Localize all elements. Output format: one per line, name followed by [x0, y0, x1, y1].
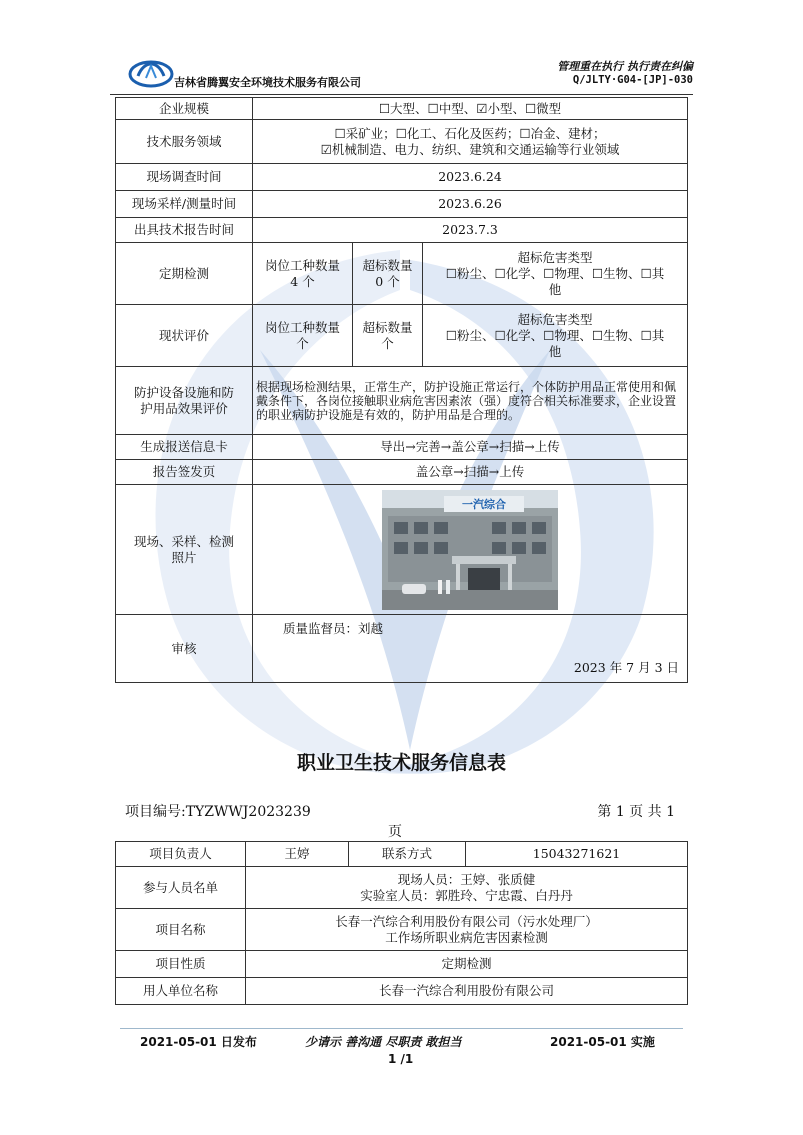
enterprise-scale-label: 企业规模: [116, 98, 253, 120]
service-field-value: [253, 120, 688, 164]
periodic-label: 定期检测: [116, 243, 253, 305]
review-date: 2023 年 7 月 3 日: [573, 660, 679, 675]
report-info-table: [115, 97, 688, 683]
periodic-posts: [253, 243, 353, 305]
survey-time-label: 现场调查时间: [116, 164, 253, 191]
report-time-label: 出具技术报告时间: [116, 218, 253, 243]
page-count-b: 页: [388, 824, 402, 840]
company-logo-icon: [128, 54, 174, 88]
current-exceed-value: 个: [381, 335, 394, 351]
service-field-line1: ☐采矿业；☐化工、石化及医药；☐冶金、建材；: [334, 125, 606, 141]
leader-label: 项目负责人: [116, 842, 246, 867]
employer-value: 长春一汽综合利用股份有限公司: [246, 978, 688, 1005]
project-name-label: 项目名称: [116, 909, 246, 951]
members-value: [246, 867, 688, 909]
periodic-exceed: [353, 243, 423, 305]
current-exceed: [353, 305, 423, 367]
project-number: 项目编号:TYZWWJ2023239: [125, 804, 311, 820]
periodic-exceed-value: 0 个: [375, 273, 400, 289]
protection-text: 根据现场检测结果，正常生产，防护设施正常运行，个体防护用品正常使用和佩戴条件下，各岗位接触职业病危害因素浓（强）度符合相关标准要求，企业设置的职业病防护设施是有效的，防护用品是合理的。: [253, 367, 688, 435]
sampling-time-label: 现场采样/测量时间: [116, 191, 253, 218]
form-title: 职业卫生技术服务信息表: [296, 752, 506, 774]
photo-sign-text: 一汽综合: [462, 497, 506, 511]
supervisor-text: 质量监督员：刘越: [283, 621, 384, 636]
periodic-exceed-label: 超标数量: [362, 257, 413, 273]
current-hazard: [423, 305, 688, 367]
periodic-hazard-line2: 他: [548, 281, 562, 297]
protection-label-line1: 防护设备设施和防: [133, 384, 234, 400]
project-name-line1: 长春一汽综合利用股份有限公司（污水处理厂）: [335, 913, 598, 929]
sampling-time-value: 2023.6.26: [253, 191, 688, 218]
site-photo: [382, 490, 558, 610]
leader-value: 王婷: [246, 842, 349, 867]
page-count-a: 第 1 页 共 1: [597, 804, 675, 820]
report-time-value: 2023.7.3: [253, 218, 688, 243]
periodic-posts-value: 4 个: [290, 273, 315, 289]
photos-label-line1: 现场、采样、检测: [133, 533, 234, 549]
current-hazard-line1: ☐粉尘、☐化学、☐物理、☐生物、☐其: [445, 327, 665, 343]
service-field-label: 技术服务领域: [116, 120, 253, 164]
footer-page-number: 1 /1: [388, 1052, 414, 1066]
current-label: 现状评价: [116, 305, 253, 367]
survey-time-value: 2023.6.24: [253, 164, 688, 191]
periodic-posts-label: 岗位工种数量: [264, 257, 340, 273]
employer-label: 用人单位名称: [116, 978, 246, 1005]
current-posts-value: 个: [296, 335, 309, 351]
service-info-table: [115, 841, 688, 1005]
members-label: 参与人员名单: [116, 867, 246, 909]
current-posts-label: 岗位工种数量: [264, 319, 340, 335]
members-line1: 现场人员：王婷、张质健: [397, 871, 536, 887]
info-card-label: 生成报送信息卡: [116, 435, 253, 460]
photos-label: [116, 485, 253, 615]
contact-value: 15043271621: [466, 842, 688, 867]
periodic-hazard-title: 超标危害类型: [517, 249, 593, 265]
protection-label: [116, 367, 253, 435]
project-name-line2: 工作场所职业病危害因素检测: [385, 929, 548, 945]
periodic-hazard-line1: ☐粉尘、☐化学、☐物理、☐生物、☐其: [445, 265, 665, 281]
service-field-line2: ☑机械制造、电力、纺织、建筑和交通运输等行业领域: [320, 141, 620, 157]
info-card-value: 导出→完善→盖公章→扫描→上传: [253, 435, 688, 460]
current-exceed-label: 超标数量: [362, 319, 413, 335]
photos-cell: [253, 485, 688, 615]
current-hazard-line2: 他: [548, 343, 562, 359]
project-nature-label: 项目性质: [116, 951, 246, 978]
members-line2: 实验室人员：郭胜玲、宁忠霞、白丹丹: [360, 887, 573, 903]
company-name: 吉林省腾翼安全环境技术服务有限公司: [174, 76, 361, 89]
contact-label: 联系方式: [349, 842, 466, 867]
page-header: [110, 48, 693, 95]
periodic-hazard: [423, 243, 688, 305]
review-cell: [253, 615, 688, 683]
footer-motto: 少请示 善沟通 尽职责 敢担当: [305, 1035, 462, 1049]
header-slogan: 管理重在执行 执行责在纠偏: [557, 60, 693, 73]
report-sign-label: 报告签发页: [116, 460, 253, 485]
photos-label-line2: 照片: [171, 549, 197, 565]
footer-divider: [120, 1028, 683, 1029]
project-name-value: [246, 909, 688, 951]
footer-implement-date: 2021-05-01 实施: [550, 1035, 655, 1049]
document-number: Q/JLTY·G04-[JP]-030: [572, 74, 693, 86]
protection-label-line2: 护用品效果评价: [140, 400, 228, 416]
current-posts: [253, 305, 353, 367]
current-hazard-title: 超标危害类型: [517, 311, 593, 327]
review-label: 审核: [116, 615, 253, 683]
report-sign-value: 盖公章→扫描→上传: [253, 460, 688, 485]
footer-publish-date: 2021-05-01 日发布: [140, 1035, 257, 1049]
project-nature-value: 定期检测: [246, 951, 688, 978]
enterprise-scale-value: ☐大型、☐中型、☑小型、☐微型: [253, 98, 688, 120]
